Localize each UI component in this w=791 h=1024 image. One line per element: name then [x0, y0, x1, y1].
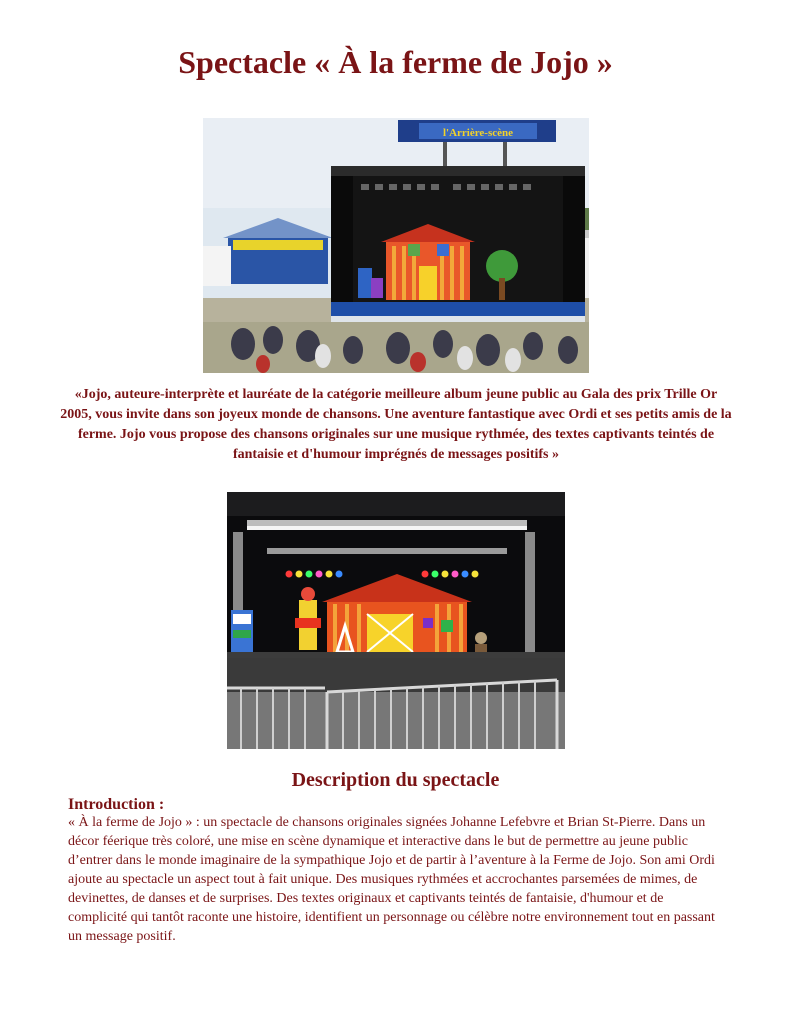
intro-quote: «Jojo, auteure-interprète et lauréate de la catégorie meilleure album jeune public au Gala des prix Trille Or 2005, vous invite dans son joyeux monde de chansons. Une aventure fantastique avec Ordi et ses petits amis de la ferme. Jojo vous propose des chansons originales sur une musique rythmée, des textes captivants teintés de fantaisie et d'humour imprégnés de messages positifs » — [60, 387, 732, 462]
stage-closeup-photo — [227, 492, 565, 749]
outdoor-stage-photo — [203, 118, 589, 373]
introduction-heading: Introduction : — [68, 796, 165, 813]
introduction-paragraph: « À la ferme de Jojo » : un spectacle de chansons originales signées Johanne Lefebvre et Brian St-Pierre. Dans un décor féerique très coloré, une mise en scène dynamique et interactive dans le but de permettre au jeune public d’entrer dans le monde imaginaire de la sympathique Jojo et de partir à l’aventure à la Ferme de Jojo. Son ami Ordi ajoute au spectacle un aspect tout à fait unique. Des musiques rythmées et accrochantes parsemées de mimes, de devinettes, de danses et de surprises. Des textes originaux et captivants teintés de fantaisie, d'humour et de complicité qui tantôt raconte une histoire, identifient un personnage ou célèbre notre environnement tout en passant un message positif. — [68, 815, 715, 944]
page-title: Spectacle « À la ferme de Jojo » — [178, 44, 613, 80]
section-heading: Description du spectacle — [291, 769, 500, 791]
stage-banner-text: l'Arrière-scène — [442, 127, 514, 139]
